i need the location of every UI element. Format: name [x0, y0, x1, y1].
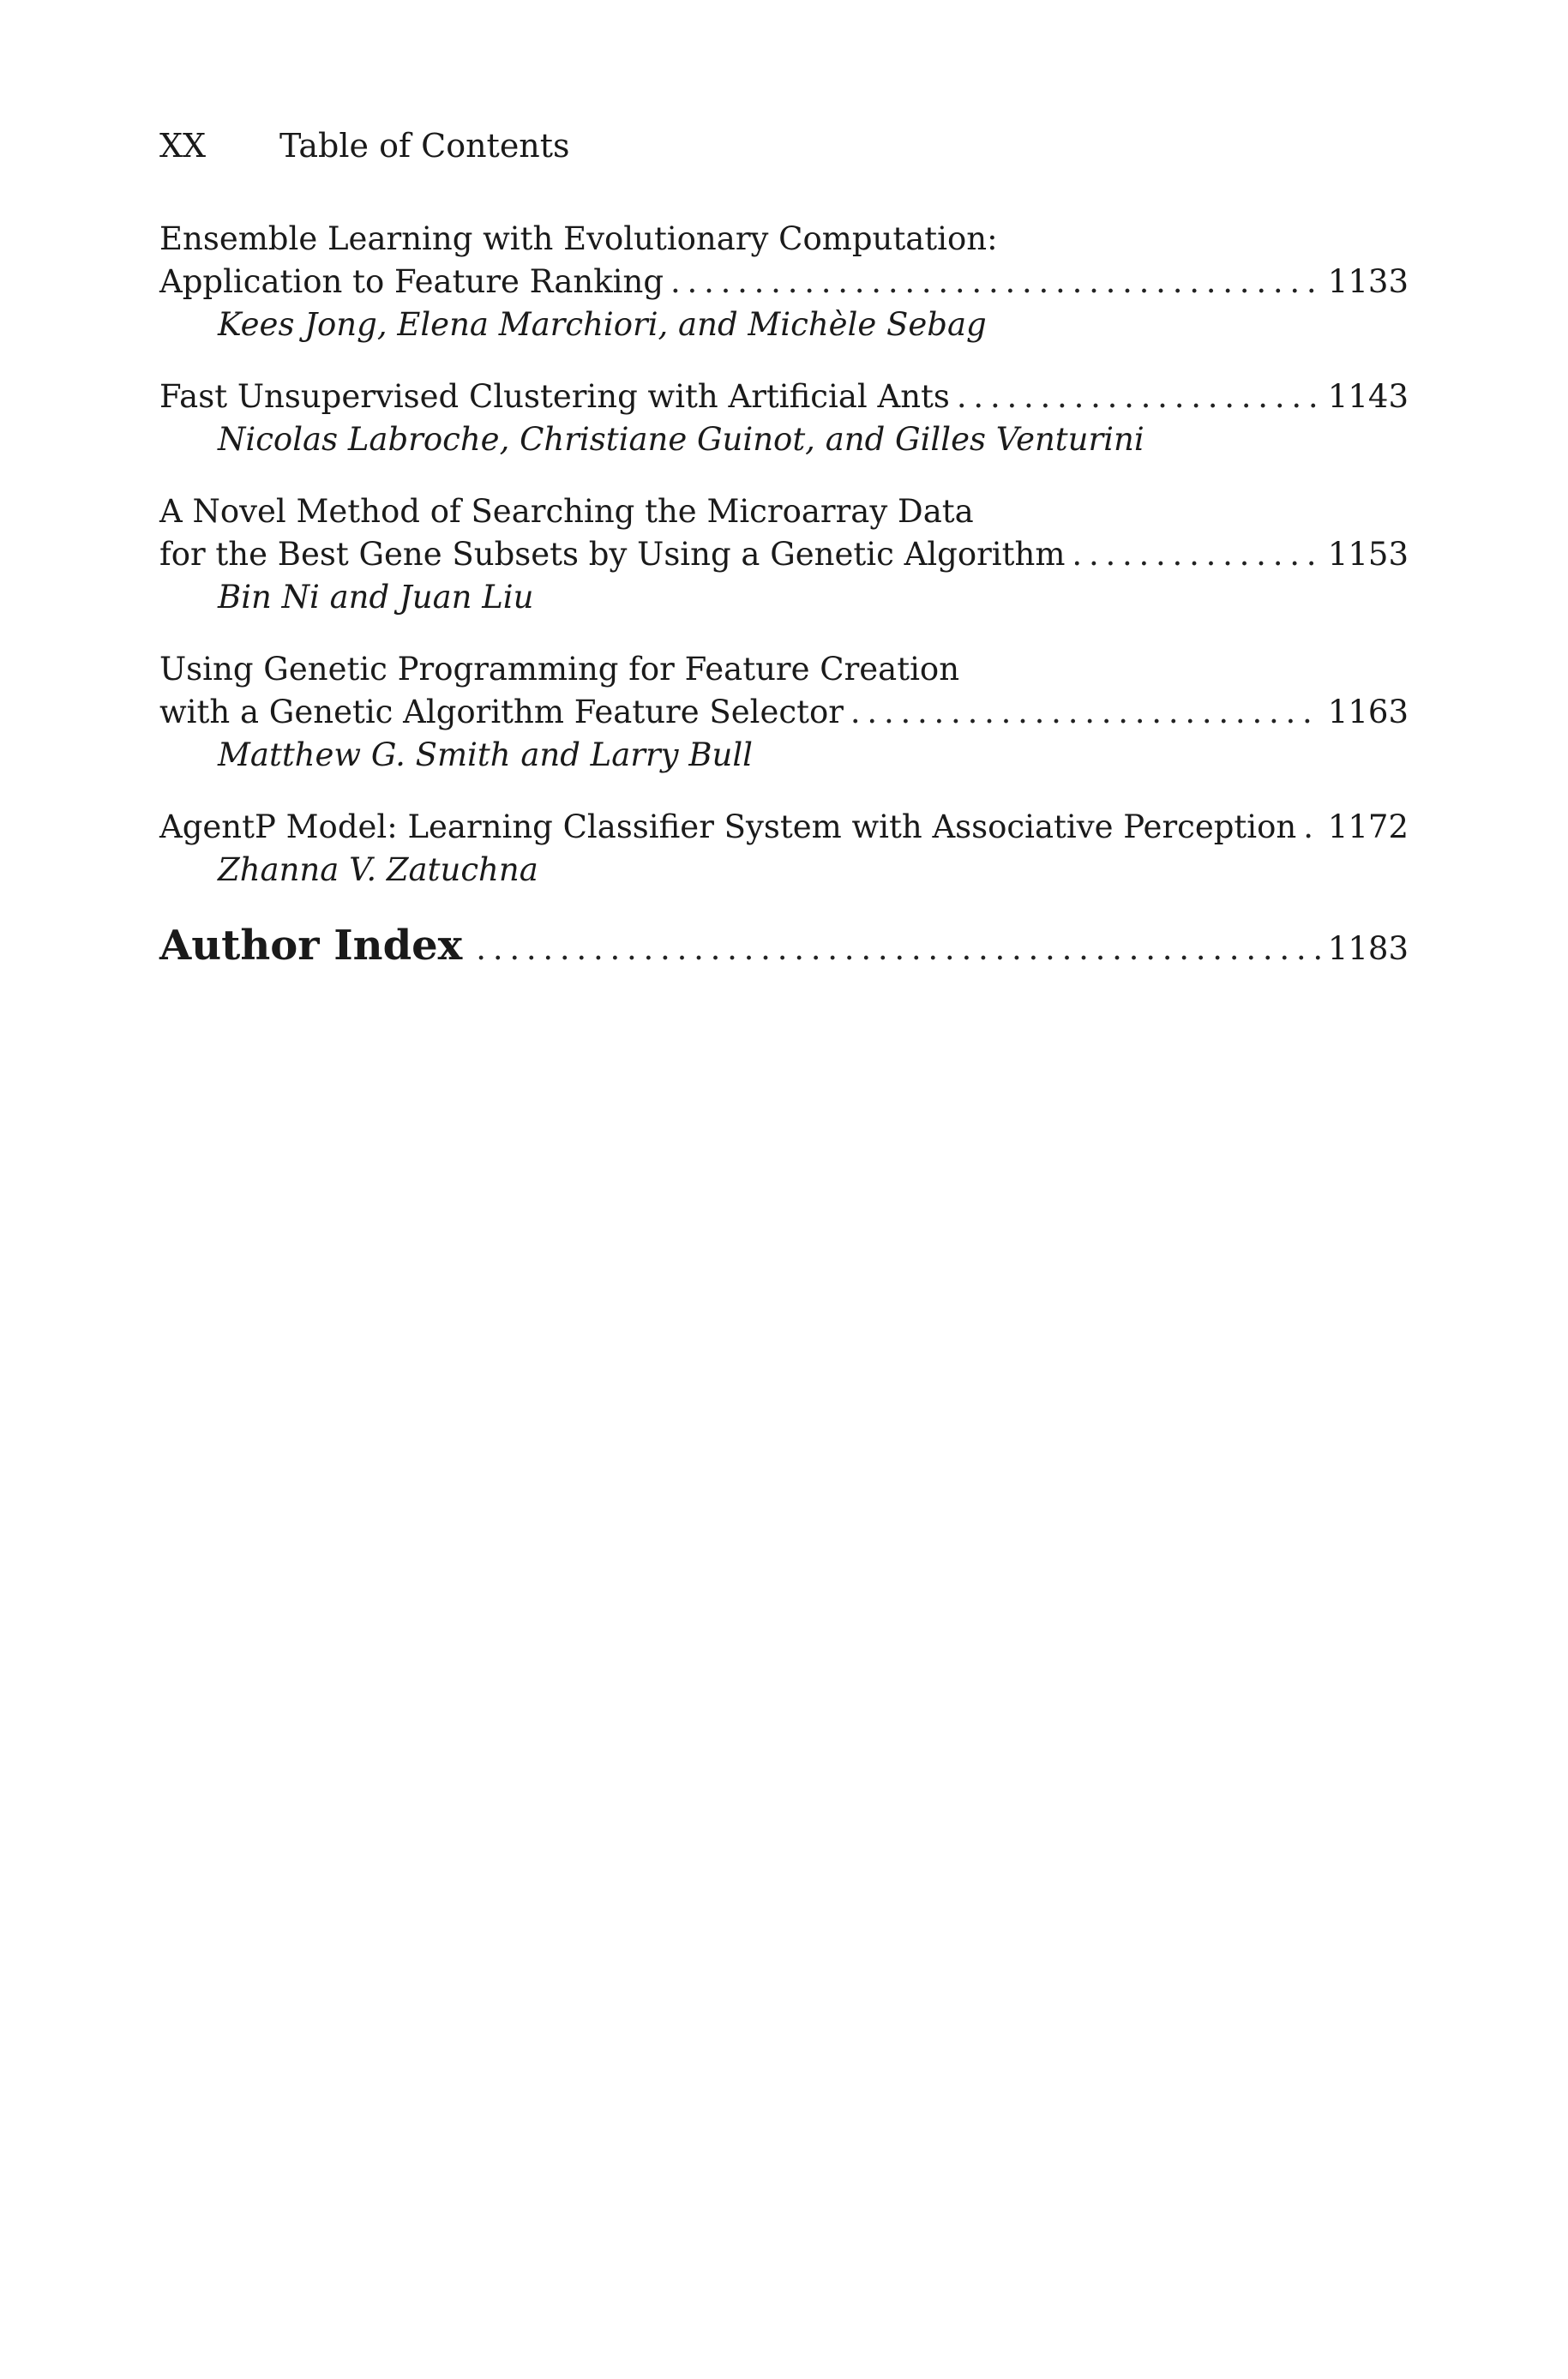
- dot-leader: [1072, 533, 1320, 576]
- entry-title-row: [159, 375, 1409, 418]
- toc-entry[interactable]: [159, 648, 1409, 777]
- page-folio: XX: [159, 127, 207, 165]
- entry-authors: Zhanna V. Zatuchna: [218, 851, 538, 888]
- entry-title-line: Application to Feature Ranking: [159, 263, 664, 300]
- toc-entry[interactable]: [159, 375, 1409, 461]
- toc-list: [159, 218, 1409, 970]
- entry-page-number: 1143: [1327, 378, 1409, 415]
- running-head: [159, 125, 570, 166]
- dot-leader: [476, 930, 1321, 967]
- entry-page-number: 1153: [1327, 536, 1409, 573]
- entry-title-line: for the Best Gene Subsets by Using a Genetic Algorithm: [159, 536, 1066, 573]
- entry-title-line: with a Genetic Algorithm Feature Selector: [159, 694, 844, 730]
- entry-title-row: [159, 691, 1409, 734]
- running-head-title: Table of Contents: [279, 127, 570, 165]
- entry-authors: Nicolas Labroche, Christiane Guinot, and Gilles Venturini: [218, 421, 1144, 458]
- entry-title-row: [159, 261, 1409, 303]
- entry-authors: Bin Ni and Juan Liu: [218, 579, 534, 616]
- entry-authors: Kees Jong, Elena Marchiori, and Michèle Sebag: [218, 306, 987, 343]
- author-index-label: Author Index: [159, 922, 463, 970]
- toc-page: [159, 0, 1409, 2379]
- author-index-entry[interactable]: [159, 921, 1409, 970]
- entry-title-line: Using Genetic Programming for Feature Creation: [159, 651, 960, 688]
- dot-leader: [957, 375, 1321, 418]
- entry-page-number: 1133: [1327, 263, 1409, 300]
- toc-entry[interactable]: [159, 806, 1409, 892]
- entry-authors: Matthew G. Smith and Larry Bull: [218, 736, 754, 773]
- entry-title-row: [159, 806, 1409, 849]
- entry-page-number: 1163: [1327, 694, 1409, 730]
- toc-entry[interactable]: [159, 218, 1409, 346]
- entry-title-line: Fast Unsupervised Clustering with Artificial Ants: [159, 378, 950, 415]
- entry-title-line: AgentP Model: Learning Classifier System with Associative Perception: [159, 808, 1297, 845]
- entry-title-line: Ensemble Learning with Evolutionary Computation:: [159, 220, 998, 257]
- entry-title-line: A Novel Method of Searching the Microarray Data: [159, 493, 974, 530]
- dot-leader: [850, 691, 1321, 734]
- dot-leader: [1303, 806, 1321, 849]
- entry-title-row: [159, 533, 1409, 576]
- entry-page-number: 1172: [1327, 808, 1409, 845]
- dot-leader: [670, 261, 1321, 303]
- author-index-page-number: 1183: [1327, 930, 1409, 967]
- toc-entry[interactable]: [159, 490, 1409, 619]
